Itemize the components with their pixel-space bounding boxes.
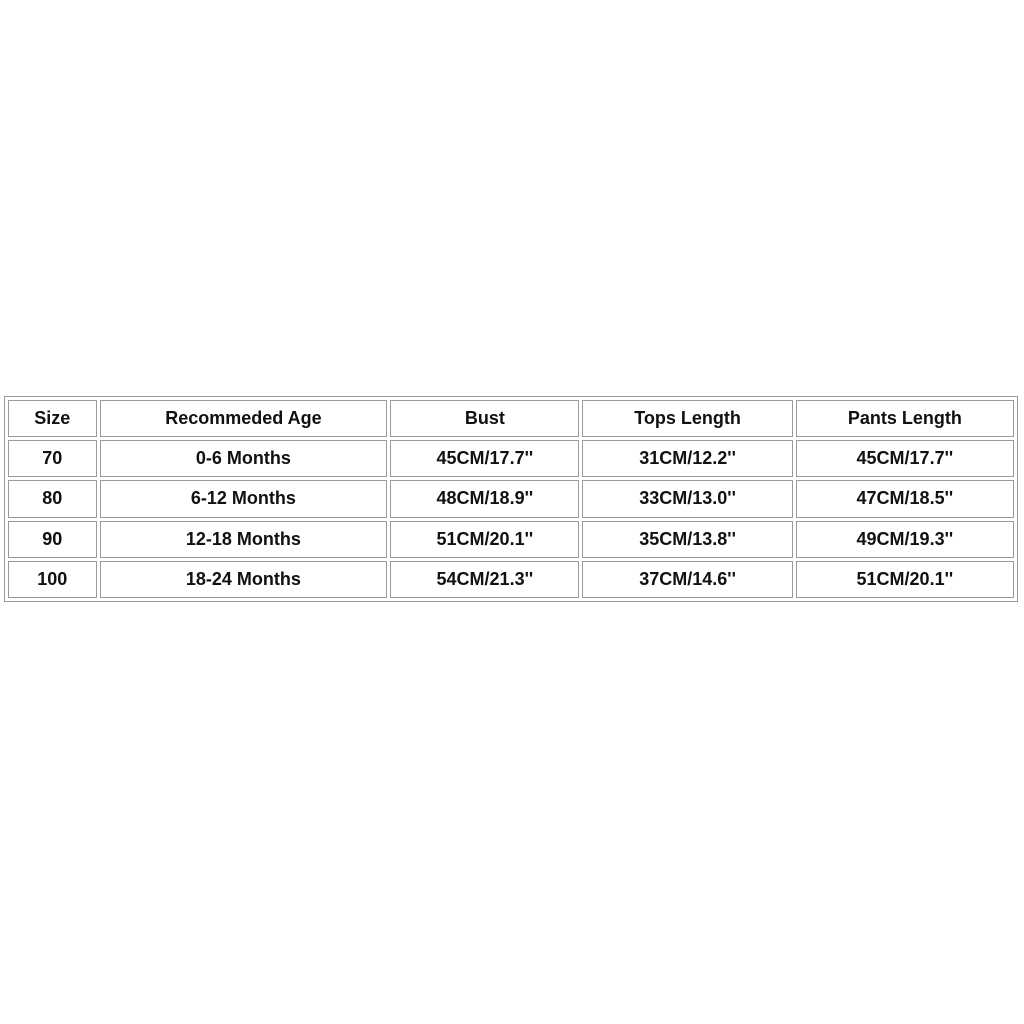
cell-pants-length: 51CM/20.1'' [796,561,1014,598]
header-bust: Bust [390,400,579,437]
cell-pants-length: 47CM/18.5'' [796,480,1014,517]
table-row [8,480,1014,517]
cell-bust: 48CM/18.9'' [390,480,579,517]
header-recommended-age: Recommeded Age [100,400,388,437]
cell-pants-length: 45CM/17.7'' [796,440,1014,477]
cell-tops-length: 37CM/14.6'' [582,561,792,598]
cell-size: 70 [8,440,97,477]
header-size: Size [8,400,97,437]
cell-size: 80 [8,480,97,517]
cell-tops-length: 31CM/12.2'' [582,440,792,477]
table-row [8,521,1014,558]
cell-tops-length: 33CM/13.0'' [582,480,792,517]
cell-tops-length: 35CM/13.8'' [582,521,792,558]
cell-bust: 45CM/17.7'' [390,440,579,477]
cell-age: 0-6 Months [100,440,388,477]
cell-bust: 54CM/21.3'' [390,561,579,598]
size-chart-table [5,397,1017,601]
header-tops-length: Tops Length [582,400,792,437]
cell-age: 6-12 Months [100,480,388,517]
cell-bust: 51CM/20.1'' [390,521,579,558]
table-row [8,440,1014,477]
cell-size: 90 [8,521,97,558]
header-pants-length: Pants Length [796,400,1014,437]
cell-pants-length: 49CM/19.3'' [796,521,1014,558]
size-chart-table-frame [4,396,1018,602]
cell-age: 12-18 Months [100,521,388,558]
table-header-row [8,400,1014,437]
cell-age: 18-24 Months [100,561,388,598]
cell-size: 100 [8,561,97,598]
table-row [8,561,1014,598]
